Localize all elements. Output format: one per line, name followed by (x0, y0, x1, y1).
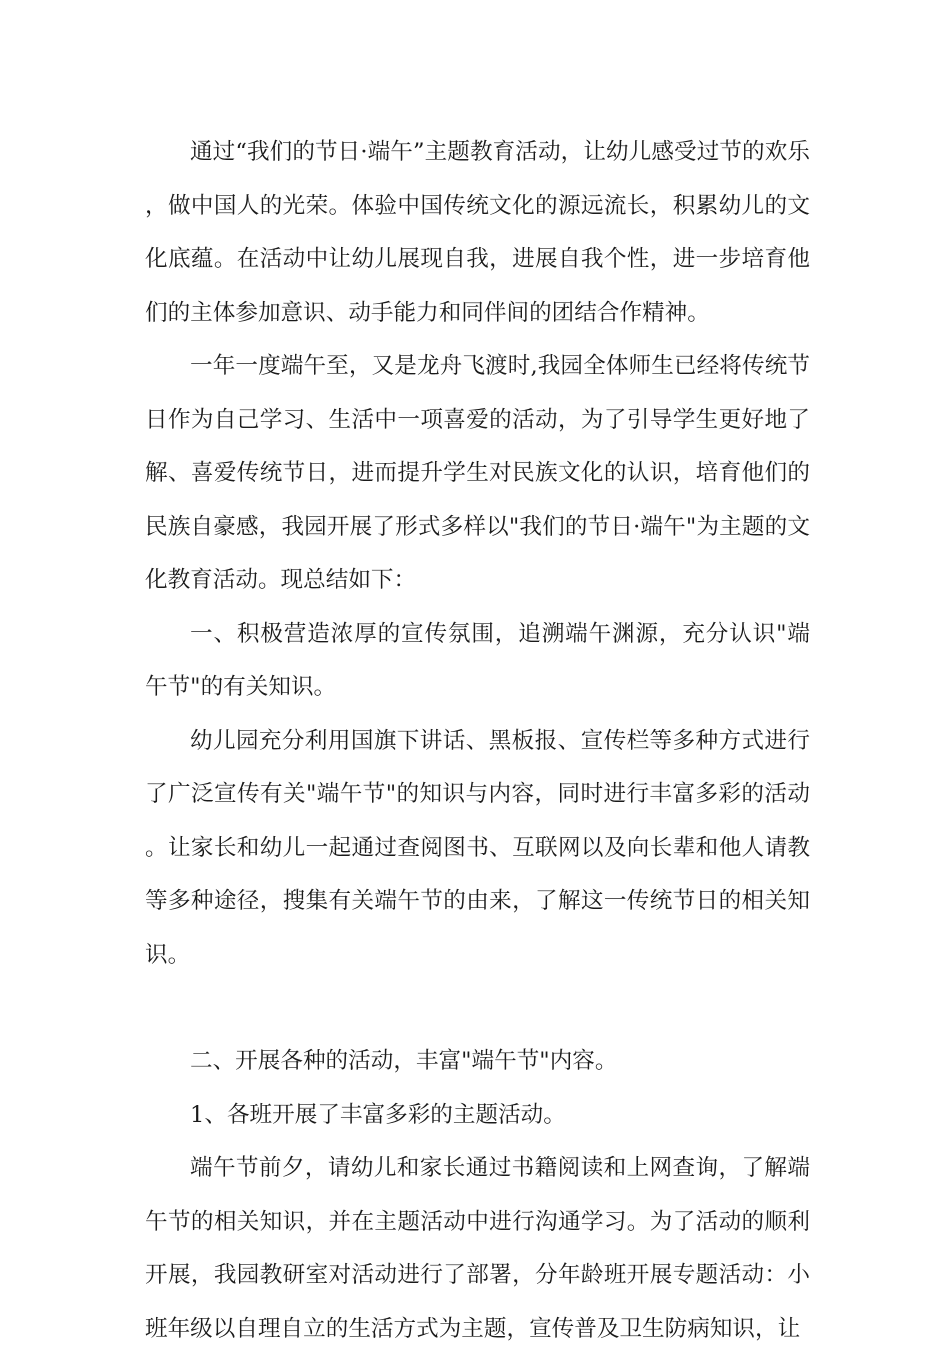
paragraph-subsection-1: 端午节前夕，请幼儿和家长通过书籍阅读和上网查询，了解端午节的相关知识，并在主题活动中进行沟通学习。为了活动的顺利开展，我园教研室对活动进行了部署，分年龄班开展专题活动：小班年级以自理自立的生活方式为主题，宣传普及卫生防病知识，让 (145, 1155, 810, 1342)
paragraph-section-1: 幼儿园充分利用国旗下讲话、黑板报、宣传栏等多种方式进行了广泛宣传有关"端午节"的知识与内容，同时进行丰富多彩的活动。让家长和幼儿一起通过查阅图书、互联网以及向长辈和他人请教等多种途径，搜集有关端午节的由来，了解这一传统节日的相关知识。 (145, 727, 810, 968)
section-heading-2: 二、开展各种的活动，丰富"端午节"内容。 (190, 1048, 618, 1074)
paragraph-intro: 通过“我们的节日·端午”主题教育活动，让幼儿感受过节的欢乐，做中国人的光荣。体验中国传统文化的源远流长，积累幼儿的文化底蕴。在活动中让幼儿展现自我，进展自我个性，进一步培育他们的主体参加意识、动手能力和同伴间的团结合作精神。 (145, 139, 810, 326)
paragraph-background: 一年一度端午至，又是龙舟飞渡时,我园全体师生已经将传统节日作为自己学习、生活中一项喜爱的活动，为了引导学生更好地了解、喜爱传统节日，进而提升学生对民族文化的认识，培育他们的民族自豪感，我园开展了形式多样以"我们的节日·端午"为主题的文化教育活动。现总结如下： (145, 353, 810, 593)
blank-line (145, 982, 810, 1035)
document-body (145, 126, 810, 1356)
subsection-heading-1: 1、各班开展了丰富多彩的主题活动。 (190, 1101, 566, 1128)
section-heading-1: 一、积极营造浓厚的宣传氛围，追溯端午渊源，充分认识"端午节"的有关知识。 (145, 620, 810, 700)
